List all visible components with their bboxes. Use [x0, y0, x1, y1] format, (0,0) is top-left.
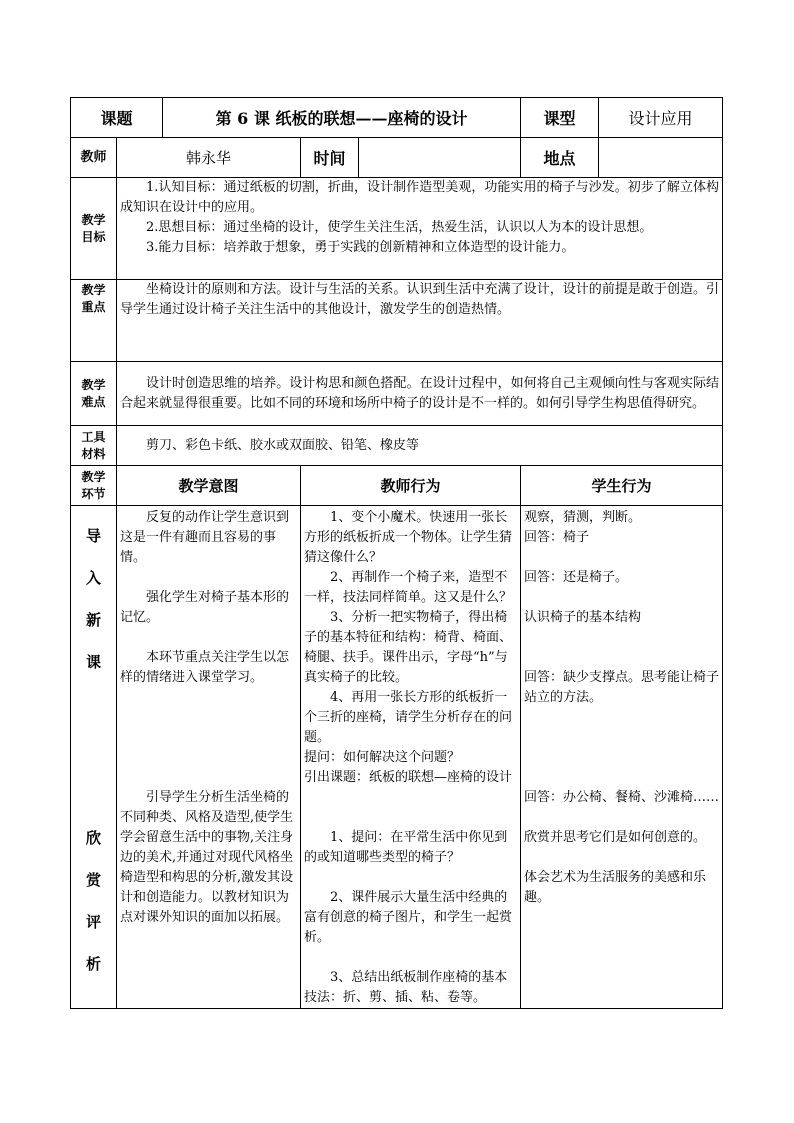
materials-row [71, 426, 723, 466]
goals-label [71, 178, 117, 280]
materials-text: 剪刀、彩色卡纸、胶水或双面胶、铅笔、橡皮等 [146, 437, 420, 453]
difficulties-content [117, 362, 723, 426]
keypoints-label-text: 教学重点 [81, 283, 106, 314]
teacher-text: 2、再制作一个椅子来，造型不一样，技法同样简单。这又是什么？ [304, 570, 513, 605]
difficulties-text: 设计时创造思维的培养。设计构思和颜色搭配。在设计过程中，如何将自己主观倾向性与客观实际结合起来就显得很重要。比如不同的环境和场所中椅子的设计是不一样的。如何引导学生构思值得研究。 [120, 375, 720, 411]
teacher-text: 2、课件展示大量生活中经典的富有创意的椅子图片，和学生一起赏析。 [304, 890, 513, 945]
type-label: 课型 [521, 98, 599, 138]
goal-cognitive: 1.认知目标：通过纸板的切割，折曲，设计制作造型美观，功能实用的椅子与沙发。初步了解立体构成知识在设计中的应用。 [120, 180, 720, 215]
student-cell [521, 506, 723, 1009]
stage-column-header-text: 教学环节 [81, 469, 106, 501]
goals-row [71, 178, 723, 280]
student-text: 回答：办公椅、餐椅、沙滩椅…… [524, 790, 720, 805]
student-text: 回答：椅子 [524, 530, 590, 545]
student-text: 认识椅子的基本结构 [524, 610, 642, 625]
stage-char: 导 [85, 527, 101, 545]
stage-char: 入 [85, 569, 101, 587]
student-text: 回答：还是椅子。 [524, 570, 629, 585]
intent-text: 强化学生对椅子基本形的记忆。 [120, 590, 290, 625]
stage-char: 新 [85, 611, 101, 629]
teacher-text: 4、再用一张长方形的纸板折一个三折的座椅，请学生分析存在的问题。 [304, 690, 513, 745]
student-text: 欣赏并思考它们是如何创意的。 [524, 830, 707, 845]
keypoints-text: 坐椅设计的原则和方法。设计与生活的关系。认识到生活中充满了设计，设计的前提是敢于创造。引导学生通过设计椅子关注生活中的其他设计，激发学生的创造热情。 [120, 282, 720, 317]
stage-appreciate [71, 817, 116, 985]
column-header-row [71, 466, 723, 506]
goals-label-text: 教学目标 [81, 212, 106, 244]
intent-text: 引导学生分析生活坐椅的不同种类、风格及造型,使学生学会留意生活中的事物,关注身边的美术,并通过对现代风格坐椅造型和构思的分析,激发其设计和创造能力。以教材知识为点对课外知识的面加以拓展。 [120, 790, 294, 925]
stage-char: 析 [85, 955, 101, 973]
stage-char: 评 [85, 913, 101, 931]
goals-content [117, 178, 723, 280]
goal-ideological: 2.思想目标：通过坐椅的设计，使学生关注生活，热爱生活，认识以人为本的设计思想。 [146, 220, 653, 235]
teacher-text: 1、提问：在平常生活中你见到的或知道哪些类型的椅子？ [304, 830, 508, 865]
teacher-text: 1、变个小魔术。快速用一张长方形的纸板折成一个物体。让学生猜猜这像什么？ [304, 510, 513, 565]
teacher-text: 提问：如何解决这个问题？ [304, 750, 461, 765]
student-text: 回答：缺少支撑点。思考能让椅子站立的方法。 [524, 670, 720, 705]
teacher-row [71, 138, 723, 178]
intent-column-header: 教学意图 [117, 466, 301, 506]
stage-char: 赏 [85, 871, 101, 889]
student-column-header: 学生行为 [521, 466, 723, 506]
difficulties-label-text: 教学难点 [81, 377, 106, 409]
type-value: 设计应用 [599, 98, 723, 138]
student-text: 观察，猜测，判断。 [524, 510, 642, 525]
materials-content [117, 426, 723, 466]
topic-label: 课题 [71, 98, 163, 138]
teacher-label: 教师 [71, 138, 117, 178]
intent-text: 本环节重点关注学生以怎样的情绪进入课堂学习。 [120, 650, 290, 685]
materials-label-text: 工具材料 [81, 429, 106, 461]
teacher-text: 3、分析一把实物椅子，得出椅子的基本特征和结构：椅背、椅面、椅腿、扶手。课件出示，字母“h”与真实椅子的比较。 [304, 610, 513, 685]
materials-label [71, 426, 117, 466]
place-label: 地点 [521, 138, 599, 178]
intent-text: 反复的动作让学生意识到这是一件有趣而且容易的事情。 [120, 510, 290, 565]
teacher-name: 韩永华 [117, 138, 301, 178]
stage-cell [71, 506, 117, 1009]
student-text: 体会艺术为生活服务的美感和乐趣。 [524, 870, 707, 905]
place-value [599, 138, 723, 178]
keypoints-content [117, 280, 723, 362]
teacher-text: 引出课题：纸板的联想—座椅的设计 [304, 770, 513, 785]
activity-row [71, 506, 723, 1009]
lesson-plan-table [70, 97, 723, 1009]
topic-value: 第 6 课 纸板的联想——座椅的设计 [163, 98, 521, 138]
stage-char: 课 [85, 653, 101, 671]
goal-ability: 3.能力目标：培养敢于想象，勇于实践的创新精神和立体造型的设计能力。 [146, 240, 575, 255]
difficulties-label [71, 362, 117, 426]
time-label: 时间 [301, 138, 359, 178]
teacher-cell [301, 506, 521, 1009]
difficulties-row [71, 362, 723, 426]
stage-column-header [71, 466, 117, 506]
stage-char: 欣 [85, 829, 101, 847]
stage-intro [71, 515, 116, 683]
teacher-text: 3、总结出纸板制作座椅的基本技法：折、剪、插、粘、卷等。 [304, 970, 508, 1005]
topic-row [71, 98, 723, 138]
intent-cell [117, 506, 301, 1009]
keypoints-label [71, 280, 117, 362]
keypoints-row [71, 280, 723, 362]
time-value [359, 138, 521, 178]
teacher-column-header: 教师行为 [301, 466, 521, 506]
